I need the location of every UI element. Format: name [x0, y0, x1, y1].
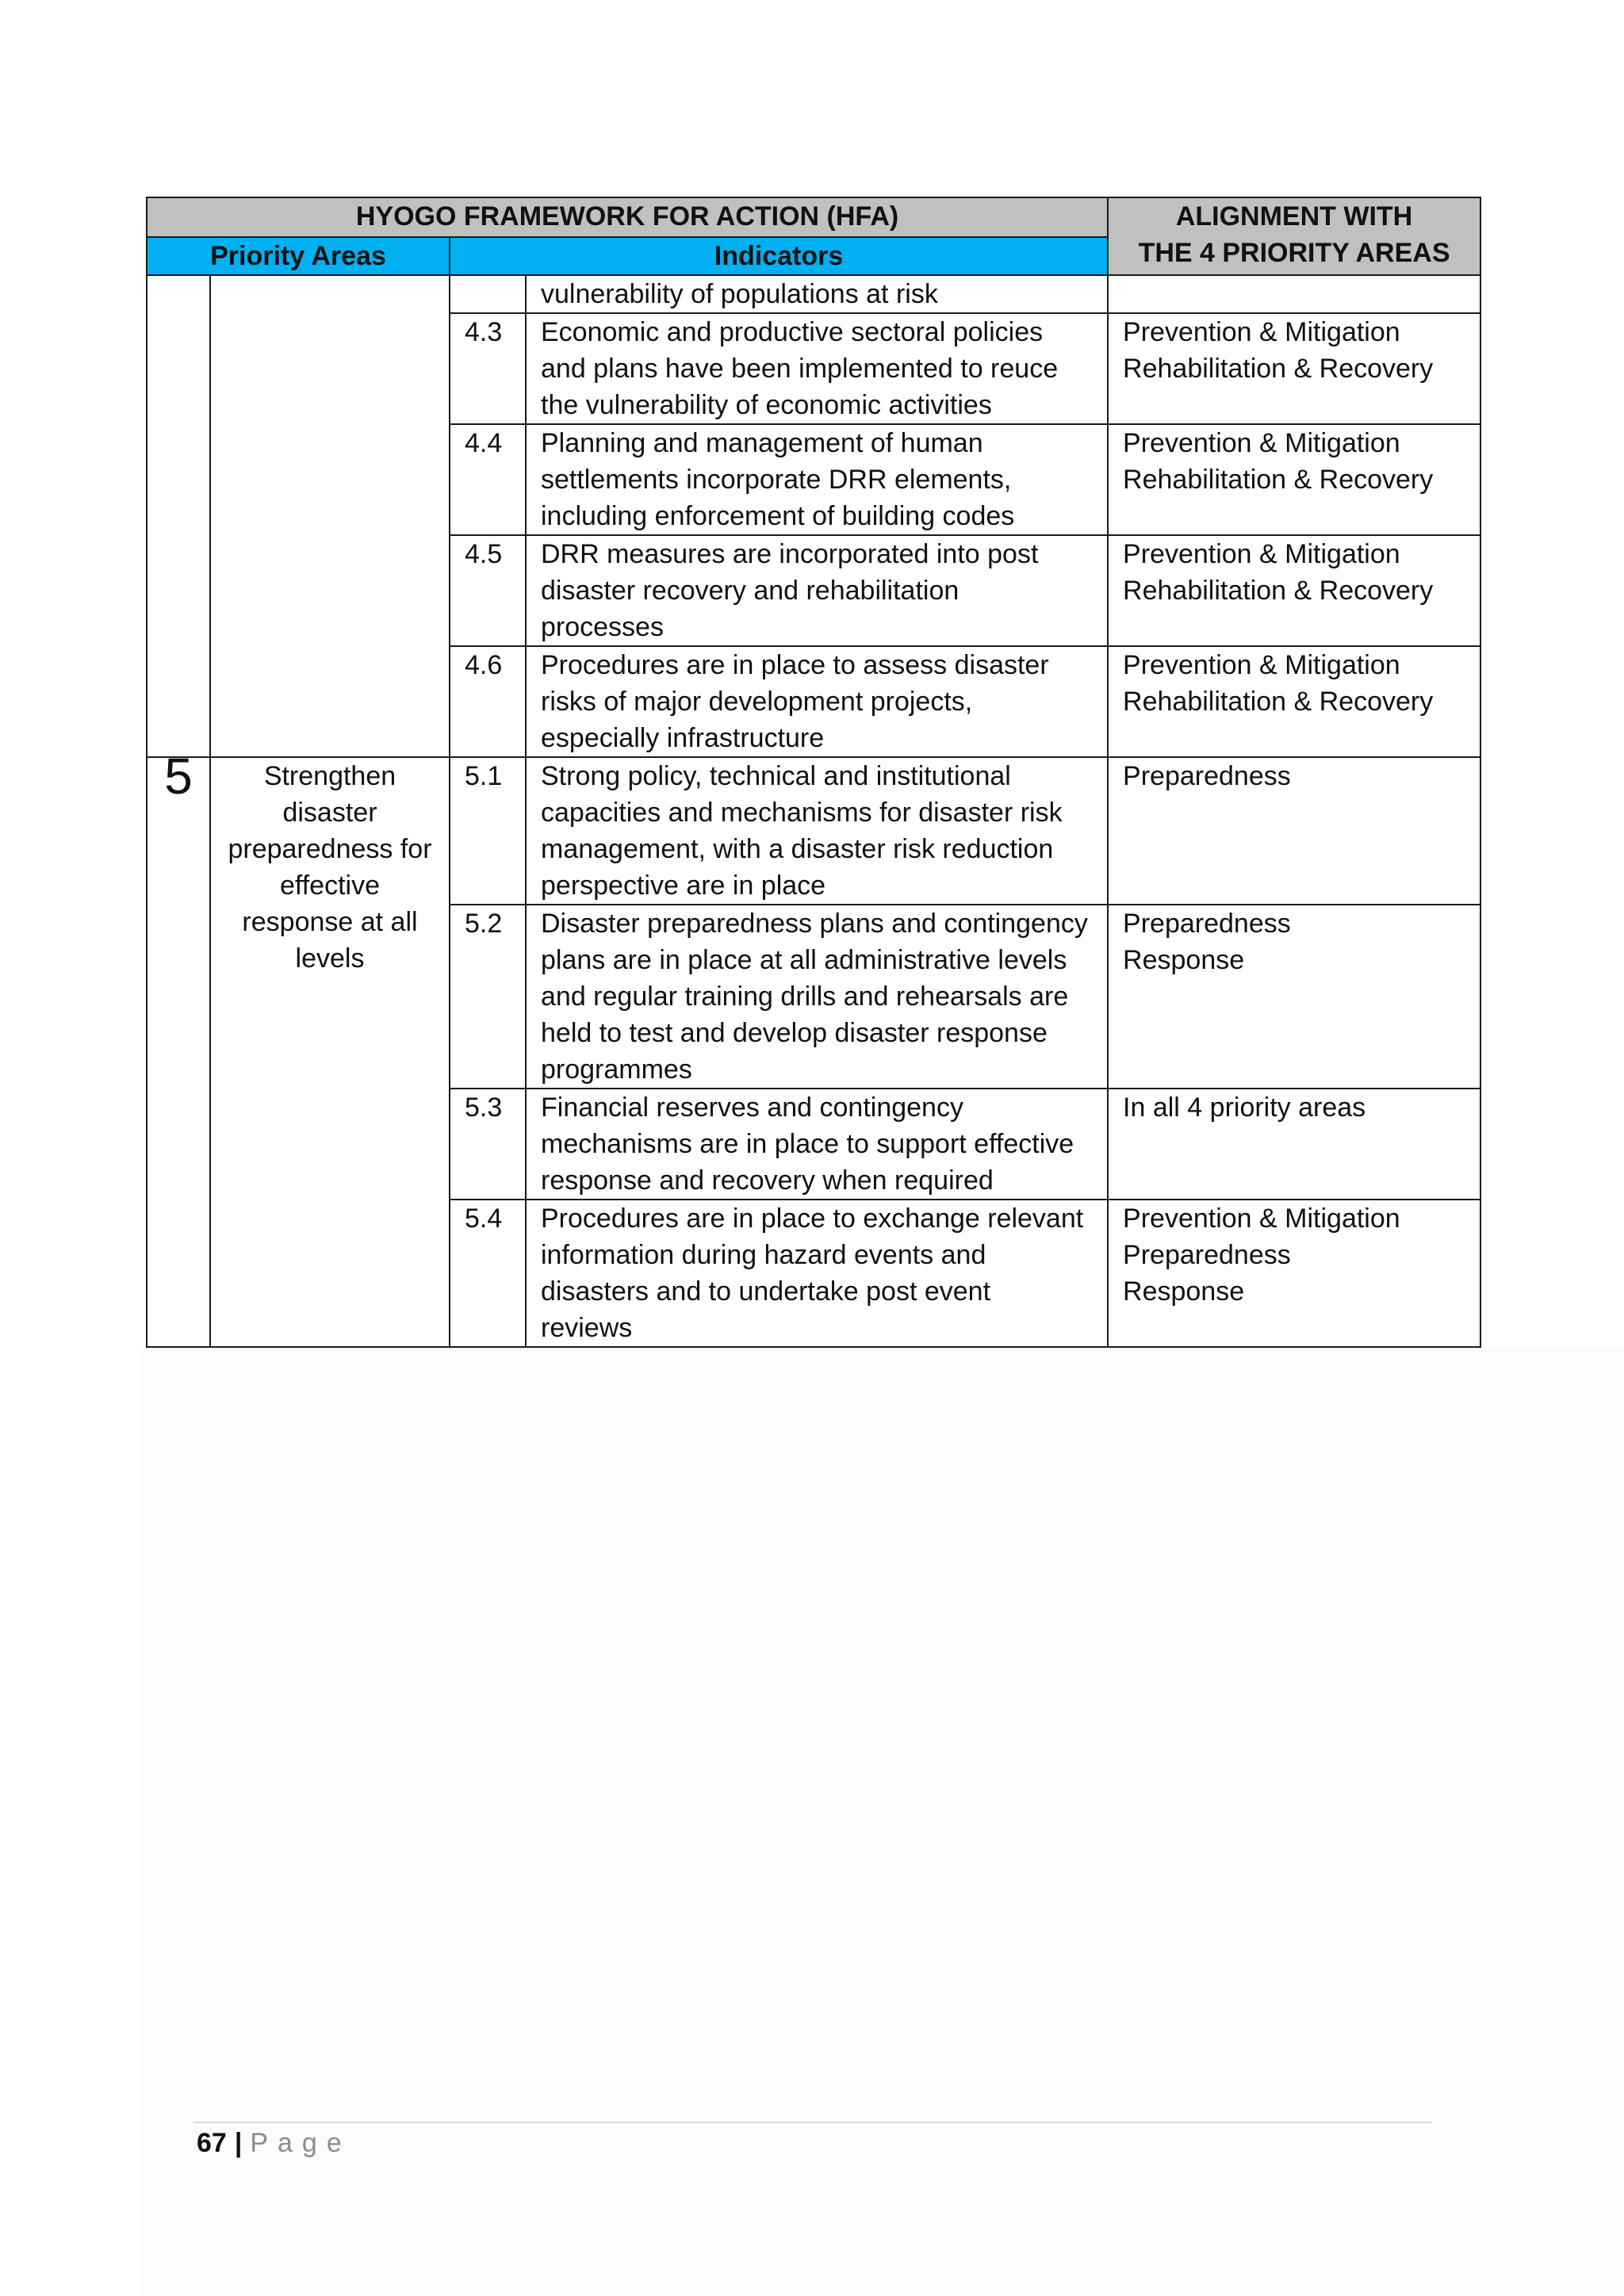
indicator-line: especially infrastructure [541, 723, 825, 753]
alignment-cell [1108, 313, 1480, 424]
indicator-line: plans are in place at all administrative levels [541, 945, 1067, 975]
indicator-line: Planning and management of human [541, 428, 983, 458]
alignment-line: Prevention & Mitigation [1123, 1203, 1400, 1234]
alignment-line: Preparedness [1123, 761, 1291, 791]
alignment-line: Response [1123, 945, 1245, 975]
indicator-line: held to test and develop disaster response [541, 1018, 1048, 1048]
indicator-line: reviews [541, 1313, 633, 1343]
alignment-cell [1108, 646, 1480, 757]
indicator-cell [526, 424, 1108, 535]
alignment-line: Rehabilitation & Recovery [1123, 576, 1434, 606]
alignment-line: Prevention & Mitigation [1123, 539, 1400, 569]
indicator-line: mechanisms are in place to support effective [541, 1129, 1074, 1159]
area5-number: 5 [147, 757, 210, 1347]
indicator-cell [526, 646, 1108, 757]
alignment-line: Rehabilitation & Recovery [1123, 687, 1434, 717]
area5-title-line: Strengthen [263, 761, 396, 791]
alignment-cell [1108, 275, 1480, 313]
indicator-line: Economic and productive sectoral policies [541, 317, 1044, 347]
indicator-cell [526, 757, 1108, 905]
indicator-line: response and recovery when required [541, 1165, 994, 1196]
code-cell: 4.6 [450, 646, 526, 757]
indicator-line: Procedures are in place to exchange relevant [541, 1203, 1084, 1234]
indicator-line: Financial reserves and contingency [541, 1093, 963, 1123]
code-cell: 4.3 [450, 313, 526, 424]
code-cell: 5.1 [450, 757, 526, 905]
code-cell: 5.4 [450, 1200, 526, 1347]
indicator-line: information during hazard events and [541, 1240, 986, 1270]
alignment-line: Prevention & Mitigation [1123, 317, 1400, 347]
indicator-line: and regular training drills and rehearsals are [541, 982, 1069, 1012]
indicator-line: DRR measures are incorporated into post [541, 539, 1039, 569]
alignment-cell [1108, 1089, 1480, 1200]
indicators-header: Indicators [450, 237, 1108, 275]
area5-title [210, 757, 450, 1347]
alignment-cell [1108, 1200, 1480, 1347]
code-cell: 5.3 [450, 1089, 526, 1200]
hfa-alignment-table [146, 197, 1481, 1348]
alignment-line: Rehabilitation & Recovery [1123, 465, 1434, 495]
alignment-header-line: THE 4 PRIORITY AREAS [1138, 238, 1450, 268]
table-row [147, 275, 1480, 313]
indicator-line: processes [541, 612, 664, 642]
footer-separator: | [234, 2128, 243, 2158]
area4-number-cell [147, 275, 210, 757]
alignment-cell [1108, 905, 1480, 1089]
alignment-line: Rehabilitation & Recovery [1123, 354, 1434, 384]
indicator-line: management, with a disaster risk reduction [541, 834, 1054, 864]
code-cell [450, 275, 526, 313]
alignment-line: In all 4 priority areas [1123, 1093, 1366, 1123]
indicator-line: capacities and mechanisms for disaster risk [541, 798, 1063, 828]
alignment-cell [1108, 424, 1480, 535]
page-footer [197, 2128, 351, 2159]
indicator-cell [526, 905, 1108, 1089]
alignment-header-line: ALIGNMENT WITH [1175, 201, 1413, 232]
indicator-line: Procedures are in place to assess disaster [541, 650, 1049, 680]
indicator-cell [526, 1200, 1108, 1347]
alignment-header [1108, 197, 1480, 275]
page-label: Page [250, 2128, 351, 2158]
indicator-line: risks of major development projects, [541, 687, 973, 717]
indicator-cell [526, 535, 1108, 646]
alignment-line: Response [1123, 1276, 1245, 1307]
alignment-line: Prevention & Mitigation [1123, 650, 1400, 680]
indicator-line: disaster recovery and rehabilitation [541, 576, 959, 606]
page-background-tint [140, 1348, 1624, 2296]
indicator-line: programmes [541, 1054, 692, 1085]
indicator-line: disasters and to undertake post event [541, 1276, 991, 1307]
indicator-line: and plans have been implemented to reuce [541, 354, 1059, 384]
area5-title-line: response at all [242, 907, 418, 937]
area5-title-line: disaster [282, 798, 377, 828]
area5-title-line: effective [279, 871, 380, 901]
indicator-line: the vulnerability of economic activities [541, 390, 992, 420]
alignment-line: Preparedness [1123, 1240, 1291, 1270]
indicator-line: Disaster preparedness plans and contingency [541, 909, 1088, 939]
indicator-cell: vulnerability of populations at risk [526, 275, 1108, 313]
alignment-line: Prevention & Mitigation [1123, 428, 1400, 458]
indicator-line: perspective are in place [541, 871, 826, 901]
indicator-cell [526, 313, 1108, 424]
indicator-cell [526, 1089, 1108, 1200]
table-header-row [147, 197, 1480, 237]
page-number: 67 [197, 2128, 227, 2158]
alignment-cell [1108, 757, 1480, 905]
indicator-line: including enforcement of building codes [541, 501, 1015, 531]
code-cell: 4.5 [450, 535, 526, 646]
priority-areas-header: Priority Areas [147, 237, 450, 275]
code-cell: 5.2 [450, 905, 526, 1089]
alignment-line: Preparedness [1123, 909, 1291, 939]
indicator-line: Strong policy, technical and institutional [541, 761, 1011, 791]
indicator-line: settlements incorporate DRR elements, [541, 465, 1012, 495]
area4-title-cell [210, 275, 450, 757]
footer-divider [193, 2122, 1432, 2123]
code-cell: 4.4 [450, 424, 526, 535]
area5-title-line: levels [295, 943, 365, 974]
table-row [147, 757, 1480, 905]
framework-header: HYOGO FRAMEWORK FOR ACTION (HFA) [147, 197, 1108, 237]
area5-title-line: preparedness for [228, 834, 432, 864]
alignment-cell [1108, 535, 1480, 646]
